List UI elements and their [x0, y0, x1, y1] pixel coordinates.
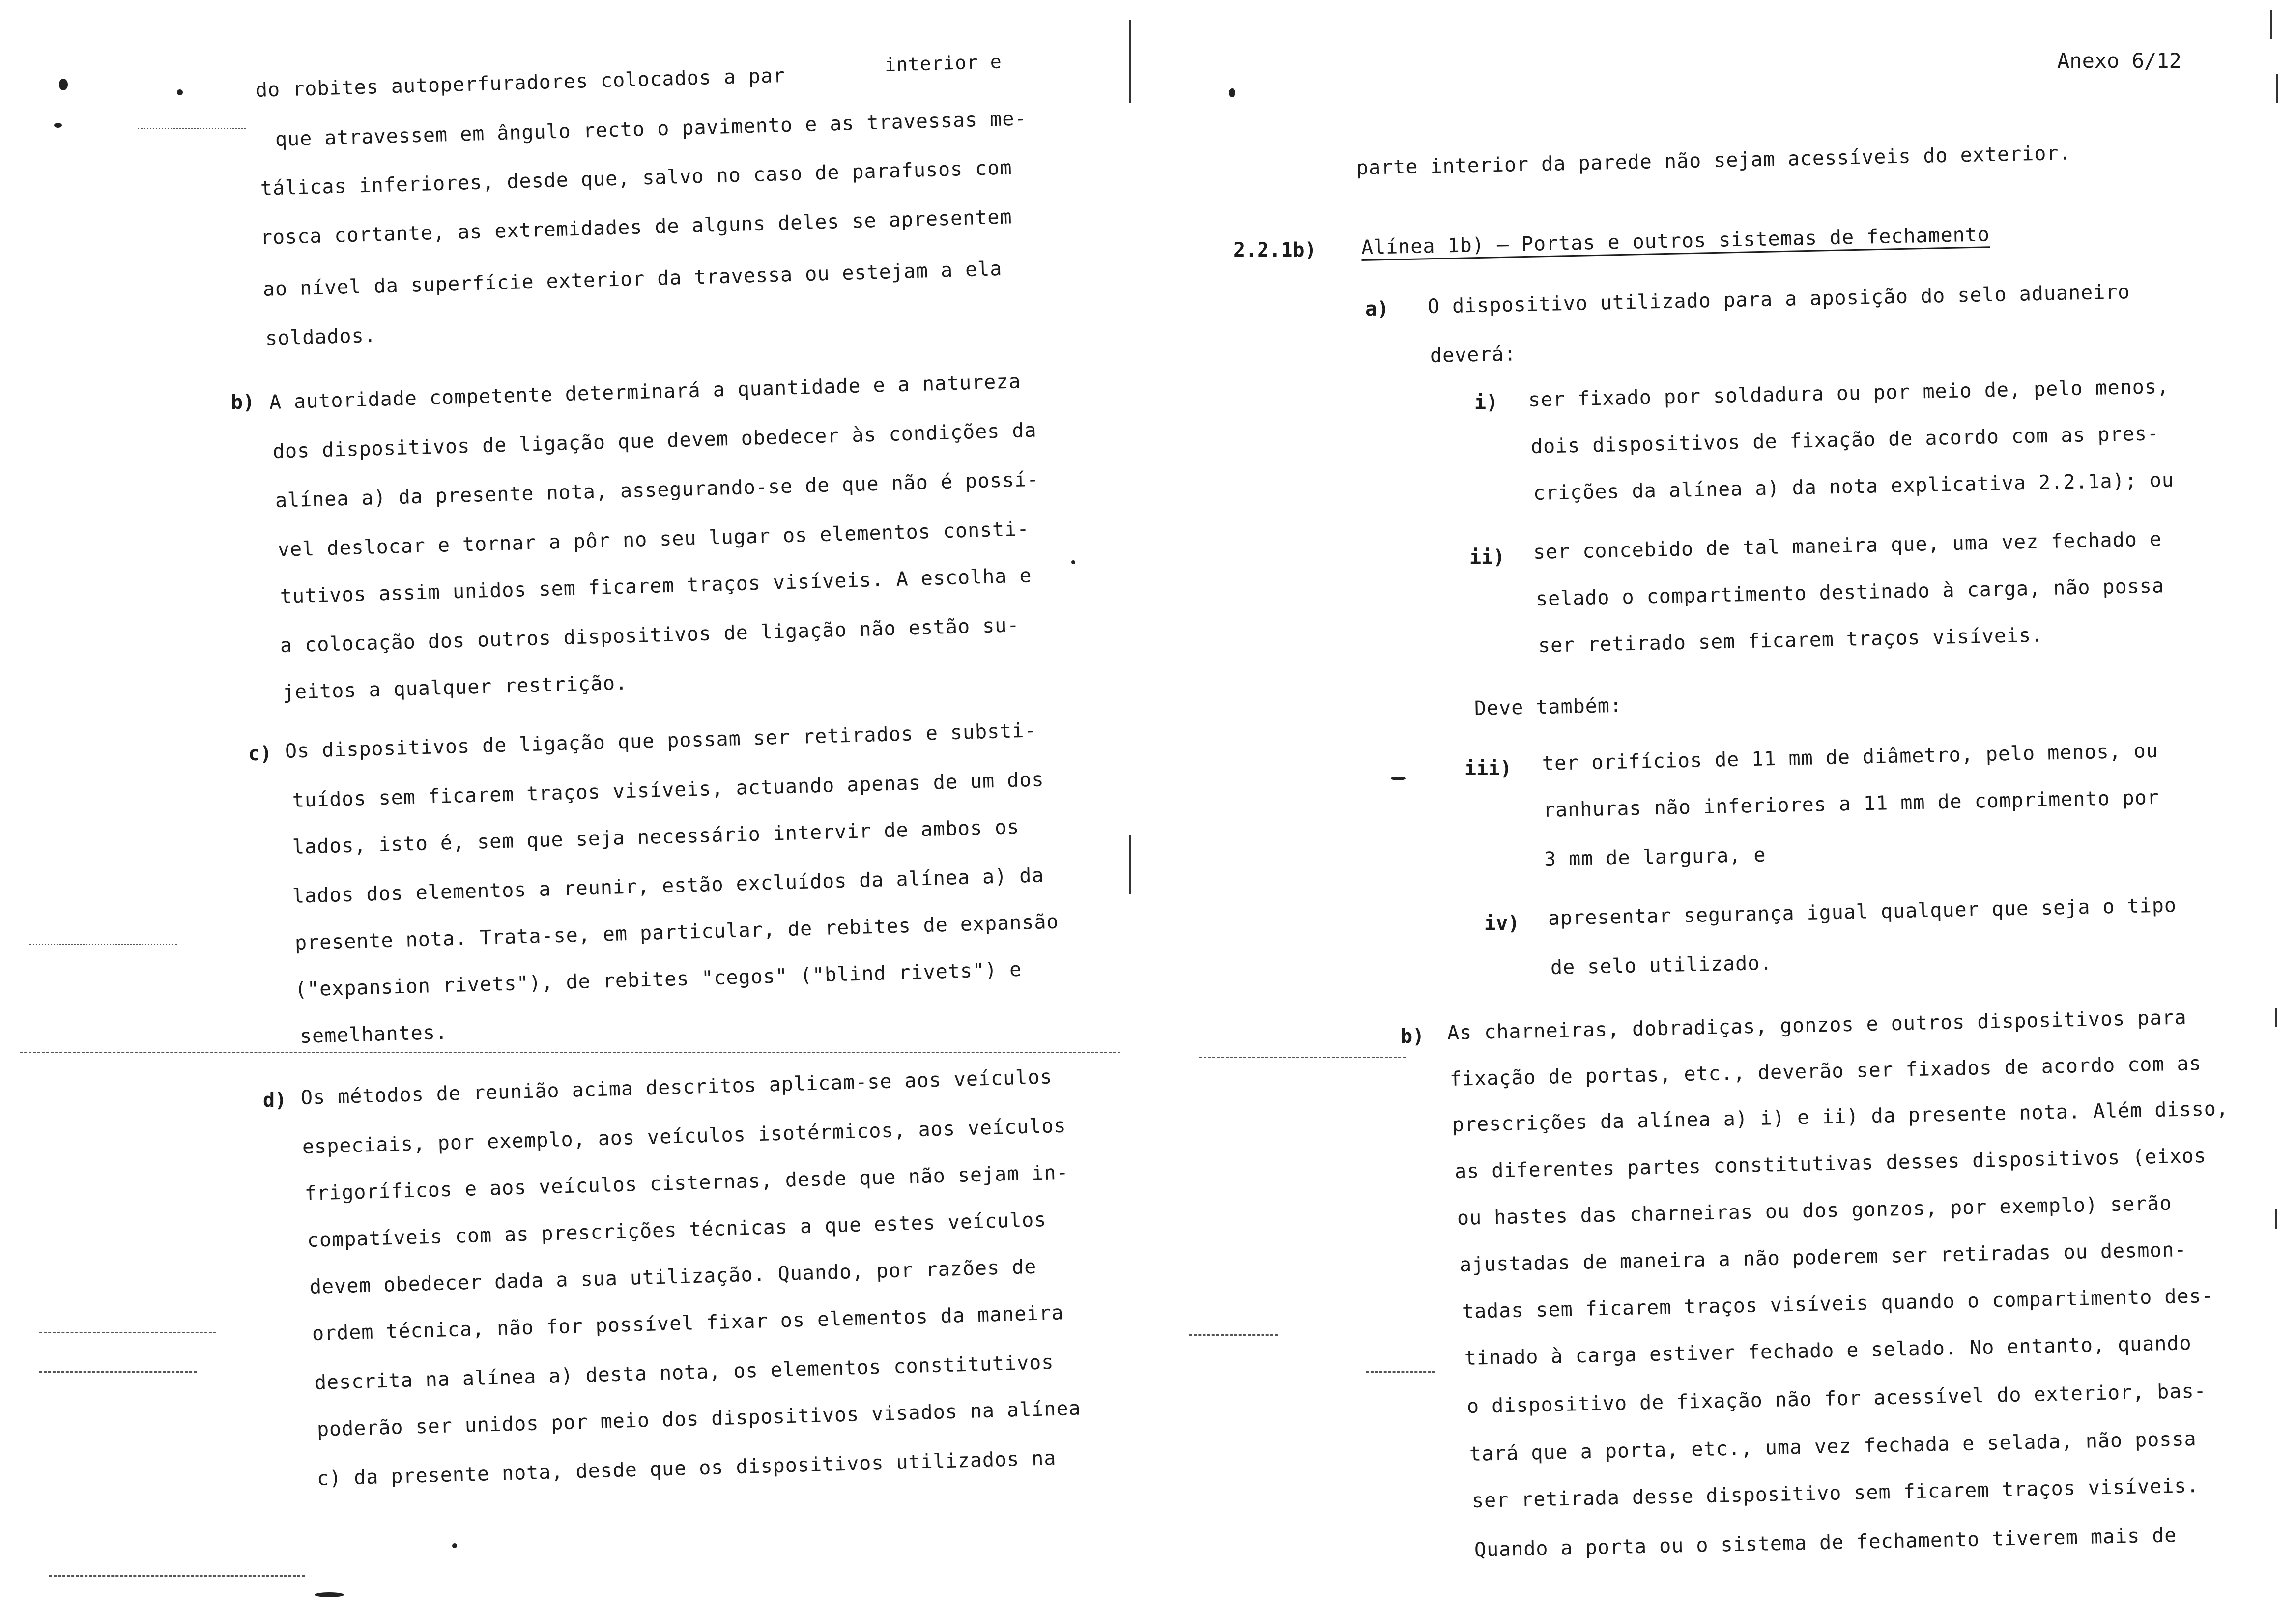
text-line: 3 mm de largura, e [1544, 843, 1766, 871]
text-line: Os métodos de reunião acima descritos aplicam-se aos veículos [300, 1065, 1053, 1109]
text-line: prescrições da alínea a) i) e ii) da presente nota. Além disso, [1452, 1097, 2229, 1136]
scan-speck [177, 89, 183, 95]
binding-mark [1129, 835, 1131, 894]
paragraph-label: d) [263, 1089, 287, 1112]
scan-artifact [49, 1575, 305, 1577]
right-page [1140, 0, 2296, 1612]
text-line: o dispositivo de fixação não for acessível do exterior, bas- [1466, 1380, 2207, 1418]
text-line: A autoridade competente determinará a quantidade e a natureza [269, 370, 1022, 414]
text-line: ao nível da superfície exterior da travessa ou estejam a ela [262, 257, 1003, 301]
text-line: fixação de portas, etc., deverão ser fixados de acordo com as [1449, 1052, 2202, 1091]
text-line: vel deslocar e tornar a pôr no seu lugar os elementos consti- [277, 518, 1030, 561]
paragraph-label: b) [231, 391, 255, 414]
text-line: ranhuras não inferiores a 11 mm de comprimento por [1543, 786, 2160, 822]
annex-label: Anexo 6/12 [2057, 49, 2181, 73]
text-line: de selo utilizado. [1550, 951, 1773, 979]
section-number: 2.2.1b) [1234, 239, 1317, 261]
scan-artifact [39, 1371, 197, 1373]
text-line: especiais, por exemplo, aos veículos isotérmicos, aos veículos [302, 1114, 1067, 1158]
scan-speck [1229, 88, 1235, 97]
sub-item-label: ii) [1469, 546, 1505, 569]
text-line: Os dispositivos de ligação que possam ser retirados e substi- [285, 719, 1037, 763]
text-line: devem obedecer dada a sua utilização. Quando, por razões de [309, 1255, 1037, 1298]
text-line: ter orifícios de 11 mm de diâmetro, pelo menos, ou [1542, 739, 2159, 775]
text-line: lados dos elementos a reunir, estão excluídos da alínea a) da [292, 864, 1045, 908]
text-line: descrita na alínea a) desta nota, os elementos constitutivos [314, 1351, 1054, 1394]
sub-item-label: iv) [1484, 912, 1520, 935]
text-line: apresentar segurança igual qualquer que seja o tipo [1548, 894, 2177, 930]
text-line: tutivos assim unidos sem ficarem traços visíveis. A escolha e [280, 564, 1033, 608]
text-line: O dispositivo utilizado para a aposição do selo aduaneiro [1427, 281, 2130, 318]
binding-mark [1129, 20, 1131, 103]
text-line: ("expansion rivets"), de rebites "cegos" ("blind rivets") e [294, 958, 1022, 1001]
text-line: rosca cortante, as extremidades de alguns deles se apresentem [260, 205, 1013, 249]
text-line: dois dispositivos de fixação de acordo com as pres- [1530, 422, 2160, 458]
scan-speck [1391, 777, 1406, 780]
text-line: jeitos a qualquer restrição. [282, 671, 628, 704]
paragraph-label: c) [248, 743, 272, 765]
item-label: b) [1401, 1025, 1425, 1048]
left-page [0, 0, 1140, 1612]
scan-speck [452, 1543, 457, 1548]
intro-line: parte interior da parede não sejam acessíveis do exterior. [1356, 142, 2071, 179]
sub-item-label: iii) [1464, 757, 1512, 780]
text-line: deverá: [1430, 343, 1517, 367]
text-line: lados, isto é, sem que seja necessário intervir de ambos os [292, 815, 1020, 859]
text-line: selado o compartimento destinado à carga, não possa [1535, 575, 2165, 610]
text-line: compatíveis com as prescrições técnicas a que estes veículos [307, 1208, 1047, 1252]
text-line: ser concebido de tal maneira que, uma vez fechado e [1533, 528, 2162, 564]
scan-speck [54, 123, 62, 128]
text-line: as diferentes partes constitutivas desses dispositivos (eixos [1454, 1144, 2207, 1183]
scan-artifact [20, 1052, 1120, 1053]
section-title: Alínea 1b) — Portas e outros sistemas de fechamento [1361, 223, 1990, 261]
scan-speck [315, 1592, 344, 1597]
edge-mark [2275, 1209, 2277, 1229]
text-line: do robites autoperfuradores colocados a par [255, 64, 786, 102]
text-line: tadas sem ficarem traços visíveis quando o compartimento des- [1462, 1284, 2214, 1323]
text-line: soldados. [265, 324, 377, 350]
edge-mark [2270, 10, 2272, 39]
scan-artifact [1366, 1371, 1435, 1373]
text-line: tinado à carga estiver fechado e selado. No entanto, quando [1464, 1332, 2192, 1370]
text-line: presente nota. Trata-se, em particular, de rebites de expansão [294, 910, 1060, 954]
text-line: ou hastes das charneiras ou dos gonzos, por exemplo) serão [1457, 1192, 2172, 1230]
item-label: a) [1365, 298, 1389, 320]
deve-tambem-label: Deve também: [1474, 694, 1623, 720]
scan-artifact [1199, 1057, 1406, 1058]
text-line: tálicas inferiores, desde que, salvo no caso de parafusos com [260, 156, 1013, 200]
edge-mark [2276, 74, 2278, 103]
text-line: a colocação dos outros dispositivos de ligação não estão su- [280, 613, 1020, 657]
text-line: alínea a) da presente nota, assegurando-se de que não é possí- [275, 468, 1040, 512]
scan-speck [1071, 560, 1075, 564]
text-line: que atravessem em ângulo recto o pavimento e as travessas me- [275, 107, 1028, 151]
text-line: ajustadas de maneira a não poderem ser retiradas ou desmon- [1459, 1238, 2187, 1276]
text-line: semelhantes. [299, 1021, 448, 1048]
scan-artifact [39, 1332, 216, 1333]
scan-artifact [29, 944, 177, 945]
text-line: ser retirada desse dispositivo sem ficarem traços visíveis. [1471, 1474, 2200, 1512]
edge-mark [2275, 1008, 2277, 1027]
scan-artifact [138, 128, 246, 129]
text-line: ser fixado por soldadura ou por meio de, pelo menos, [1528, 375, 2170, 411]
text-line: tuídos sem ficarem traços visíveis, actuando apenas de um dos [292, 768, 1045, 812]
text-line: c) da presente nota, desde que os dispositivos utilizados na [316, 1446, 1057, 1490]
text-fragment: interior e [884, 51, 1003, 76]
text-line: dos dispositivos de ligação que devem obedecer às condições da [272, 419, 1037, 463]
text-line: crições da alínea a) da nota explicativa 2.2.1a); ou [1533, 468, 2175, 505]
text-line: frigoríficos e aos veículos cisternas, desde que não sejam in- [304, 1161, 1069, 1205]
text-line: poderão ser unidos por meio dos dispositivos visados na alínea [316, 1397, 1082, 1441]
scan-speck [59, 79, 68, 90]
text-line: ser retirado sem ficarem traços visíveis. [1538, 624, 2044, 657]
scan-artifact [1189, 1334, 1278, 1336]
text-line: Quando a porta ou o sistema de fechamento tiverem mais de [1474, 1524, 2177, 1561]
text-line: As charneiras, dobradiças, gonzos e outros dispositivos para [1447, 1006, 2187, 1044]
text-line: ordem técnica, não for possível fixar os elementos da maneira [312, 1301, 1064, 1345]
text-line: tará que a porta, etc., uma vez fechada e selada, não possa [1469, 1428, 2197, 1466]
sub-item-label: i) [1474, 391, 1498, 414]
